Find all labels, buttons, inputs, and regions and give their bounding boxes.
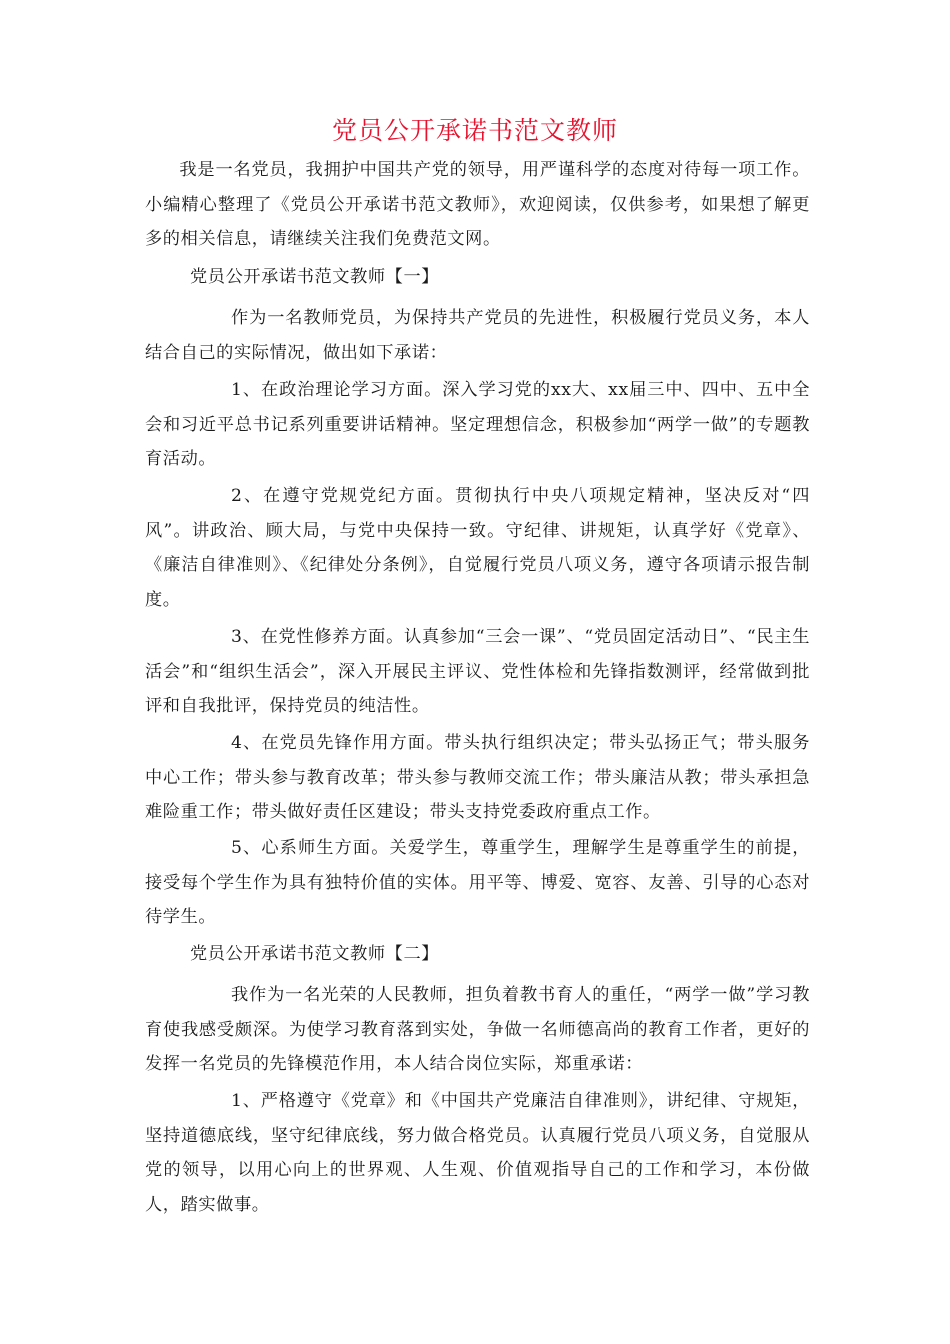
section2-lead: 我作为一名光荣的人民教师，担负着教书育人的重任，“两学一做”学习教育使我感受颇深。为使学习教育落到实处，争做一名师德高尚的教育工作者，更好的发挥一名党员的先锋模范作用，本人结合岗位实际，郑重承诺： (145, 985, 810, 1074)
document-title: 党员公开承诺书范文教师 (331, 116, 618, 145)
section-heading-1: 党员公开承诺书范文教师【一】 (190, 267, 440, 287)
section1-item-1: 1、在政治理论学习方面。深入学习党的xx大、xx届三中、四中、五中全会和习近平总书记系列重要讲话精神。坚定理想信念，积极参加“两学一做”的专题教育活动。 (145, 380, 810, 469)
intro-paragraph: 我是一名党员，我拥护中国共产党的领导，用严谨科学的态度对待每一项工作。小编精心整理了《党员公开承诺书范文教师》，欢迎阅读，仅供参考，如果想了解更多的相关信息，请继续关注我们免费范文网。 (145, 160, 810, 249)
section1-lead: 作为一名教师党员，为保持共产党员的先进性，积极履行党员义务，本人结合自己的实际情况，做出如下承诺： (145, 308, 810, 363)
section1-item-4: 4、在党员先锋作用方面。带头执行组织决定；带头弘扬正气；带头服务中心工作；带头参与教育改革；带头参与教师交流工作；带头廉洁从教；带头承担急难险重工作；带头做好责任区建设；带头支持党委政府重点工作。 (145, 733, 810, 822)
section1-item-2: 2、在遵守党规党纪方面。贯彻执行中央八项规定精神，坚决反对“四风”。讲政治、顾大局，与党中央保持一致。守纪律、讲规矩，认真学好《党章》、《廉洁自律准则》、《纪律处分条例》，自觉履行党员八项义务，遵守各项请示报告制度。 (145, 486, 810, 610)
section2-item-1: 1、严格遵守《党章》和《中国共产党廉洁自律准则》，讲纪律、守规矩，坚持道德底线，坚守纪律底线，努力做合格党员。认真履行党员八项义务，自觉服从党的领导，以用心向上的世界观、人生观、价值观指导自己的工作和学习，本份做人，踏实做事。 (145, 1091, 810, 1215)
section-heading-2: 党员公开承诺书范文教师【二】 (190, 944, 440, 964)
section1-item-5: 5、心系师生方面。关爱学生，尊重学生，理解学生是尊重学生的前提，接受每个学生作为具有独特价值的实体。用平等、博爱、宽容、友善、引导的心态对待学生。 (145, 838, 810, 927)
section1-item-3: 3、在党性修养方面。认真参加“三会一课”、“党员固定活动日”、“民主生活会”和“组织生活会”，深入开展民主评议、党性体检和先锋指数测评，经常做到批评和自我批评，保持党员的纯洁性。 (145, 627, 810, 716)
